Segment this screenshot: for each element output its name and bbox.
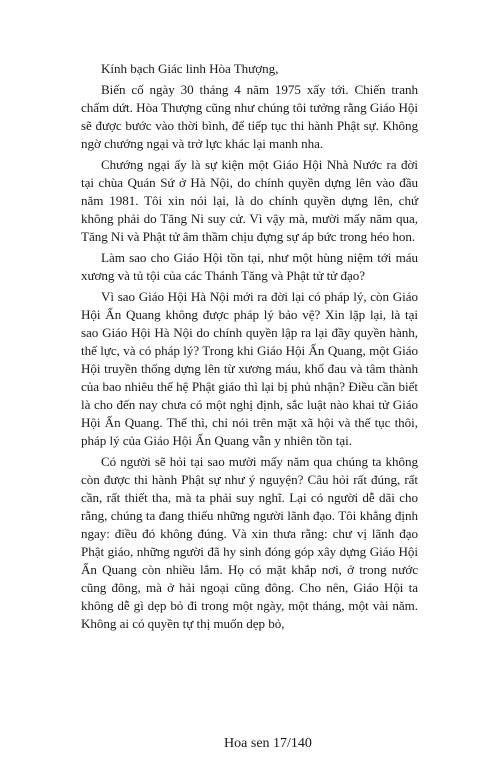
document-body [81,60,418,633]
paragraph: Có người sẽ hỏi tại sao mười mấy năm qua chúng ta không còn được thi hành Phật sự như ý nguyện? Câu hỏi rất đúng, rất cần, rất thiết tha, mà ta phải suy nghĩ. Lại có người dễ dãi cho rằng, chúng ta đang thiếu những người lãnh đạo. Tôi khẳng định ngay: điều đó không đúng. Và xin thưa rằng: chư vị lãnh đạo Phật giáo, những người đã hy sinh đóng góp xây dựng Giáo Hội Ấn Quang còn nhiều lắm. Họ có mặt khắp nơi, ở trong nước cũng đông, mà ở hải ngoại cũng đông. Cho nên, Giáo Hội ta không dễ gì dẹp bỏ đi trong một ngày, một tháng, một vài năm. Không ai có quyền tự thị muốn dẹp bỏ, [81,454,418,631]
paragraph: Vì sao Giáo Hội Hà Nội mới ra đời lại có pháp lý, còn Giáo Hội Ấn Quang không được pháp lý bảo vệ? Xin lặp lại, là tại sao Giáo Hội Hà Nội do chính quyền lập ra lại đầy quyền hành, thế lực, và có pháp lý? Trong khi Giáo Hội Ấn Quang, một Giáo Hội truyền thống dựng lên từ xương máu, khổ đau và tâm thành của bao nhiêu thế hệ Phật giáo thì lại bị phủ nhận? Điều cần biết là cho đến nay chưa có một nghị định, sắc luật nào khai tử Giáo Hội Ấn Quang. Thế thì, chỉ nói trên mặt xã hội và thế tục thôi, pháp lý của Giáo Hội Ấn Quang vẫn y nhiên tồn tại. [81,289,418,448]
salutation: Kính bạch Giác linh Hòa Thượng, [101,61,279,76]
page-number: Hoa sen 17/140 [224,736,312,751]
page-footer [0,736,500,752]
paragraph: Biến cố ngày 30 tháng 4 năm 1975 xẩy tới. Chiến tranh chấm dứt. Hòa Thượng cũng như chúng tôi tưởng rằng Giáo Hội sẽ được bước vào thời bình, để tiếp tục thi hành Phật sự. Không ngờ chướng ngại và trở lực khác lại manh nha. [81,82,418,151]
paragraph: Làm sao cho Giáo Hội tồn tại, như một hùng niệm tới máu xương và tủ tội của các Thánh Tăng và Phật tử tử đạo? [81,250,418,283]
paragraph: Chướng ngại ấy là sự kiện một Giáo Hội Nhà Nước ra đời tại chùa Quán Sứ ở Hà Nội, do chính quyền dựng lên vào đầu năm 1981. Tôi xin nói lại, là do chính quyền dựng lên, chứ không phải do Tăng Ni suy cử. Vì vậy mà, mười mấy năm qua, Tăng Ni và Phật tử âm thầm chịu đựng sự áp bức trong héo hon. [81,157,418,244]
